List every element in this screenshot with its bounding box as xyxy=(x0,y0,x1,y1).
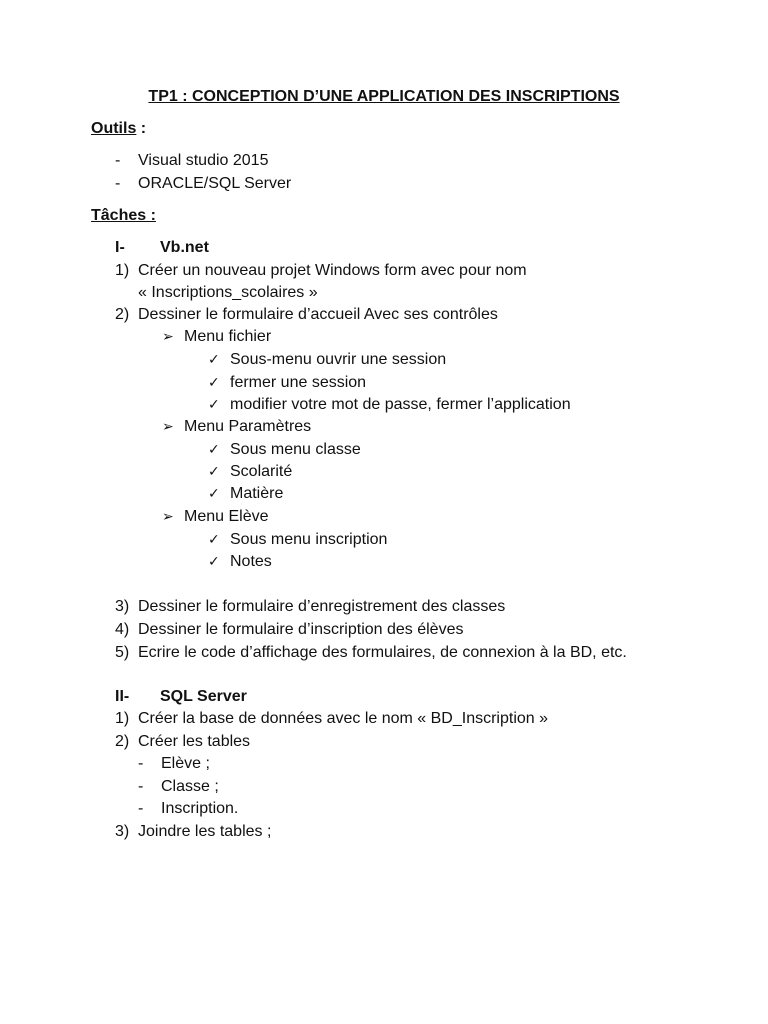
step-text: Dessiner le formulaire d’inscription des élèves xyxy=(138,621,464,638)
outils-heading-colon: : xyxy=(136,120,147,137)
list-dash-marker: - xyxy=(138,778,144,795)
step-text: Créer la base de données avec le nom « BD_Inscription » xyxy=(138,710,549,727)
step-text: Ecrire le code d’affichage des formulaires, de connexion à la BD, etc. xyxy=(138,644,627,661)
outils-item: Visual studio 2015 xyxy=(138,152,269,169)
section-title: Vb.net xyxy=(160,239,209,256)
menu-label: Menu fichier xyxy=(184,328,272,345)
arrow-bullet-icon: ➢ xyxy=(162,329,174,345)
submenu-item: fermer une session xyxy=(230,374,367,391)
arrow-bullet-icon: ➢ xyxy=(162,509,174,525)
step-text: Créer un nouveau projet Windows form avec pour nom xyxy=(138,262,527,279)
check-bullet-icon: ✓ xyxy=(208,464,220,480)
step-number: 1) xyxy=(115,262,130,279)
submenu-item: Scolarité xyxy=(230,463,293,480)
check-bullet-icon: ✓ xyxy=(208,442,220,458)
step-text: Joindre les tables ; xyxy=(138,823,272,840)
step-number: 1) xyxy=(115,710,130,727)
outils-heading-text: Outils xyxy=(91,120,137,137)
submenu-item: Sous menu inscription xyxy=(230,531,388,548)
table-item: Classe ; xyxy=(161,778,219,795)
list-dash-marker: - xyxy=(138,800,144,817)
table-item: Inscription. xyxy=(161,800,239,817)
section-number: II- xyxy=(115,688,130,705)
list-dash-marker: - xyxy=(138,755,144,772)
section-title: SQL Server xyxy=(160,688,247,705)
step-text: Créer les tables xyxy=(138,733,251,750)
list-dash-marker: - xyxy=(115,175,121,192)
menu-label: Menu Elève xyxy=(184,508,269,525)
step-number: 4) xyxy=(115,621,130,638)
section-number: I- xyxy=(115,239,125,256)
outils-heading xyxy=(91,119,146,139)
list-dash-marker: - xyxy=(115,152,121,169)
submenu-item: Sous-menu ouvrir une session xyxy=(230,351,447,368)
step-text-continued: « Inscriptions_scolaires » xyxy=(138,284,318,301)
submenu-item: Matière xyxy=(230,485,284,502)
step-number: 3) xyxy=(115,598,130,615)
check-bullet-icon: ✓ xyxy=(208,554,220,570)
outils-item: ORACLE/SQL Server xyxy=(138,175,292,192)
submenu-item: Sous menu classe xyxy=(230,441,361,458)
step-number: 2) xyxy=(115,733,130,750)
page-title: TP1 : CONCEPTION D’UNE APPLICATION DES INSCRIPTIONS xyxy=(148,88,620,105)
submenu-item: Notes xyxy=(230,553,272,570)
check-bullet-icon: ✓ xyxy=(208,352,220,368)
check-bullet-icon: ✓ xyxy=(208,397,220,413)
check-bullet-icon: ✓ xyxy=(208,375,220,391)
arrow-bullet-icon: ➢ xyxy=(162,419,174,435)
step-text: Dessiner le formulaire d’accueil Avec ses contrôles xyxy=(138,306,498,323)
submenu-item: modifier votre mot de passe, fermer l’application xyxy=(230,396,571,413)
check-bullet-icon: ✓ xyxy=(208,486,220,502)
step-number: 2) xyxy=(115,306,130,323)
step-text: Dessiner le formulaire d’enregistrement des classes xyxy=(138,598,506,615)
table-item: Elève ; xyxy=(161,755,210,772)
step-number: 3) xyxy=(115,823,130,840)
step-number: 5) xyxy=(115,644,130,661)
taches-heading: Tâches : xyxy=(91,207,156,224)
menu-label: Menu Paramètres xyxy=(184,418,312,435)
check-bullet-icon: ✓ xyxy=(208,532,220,548)
